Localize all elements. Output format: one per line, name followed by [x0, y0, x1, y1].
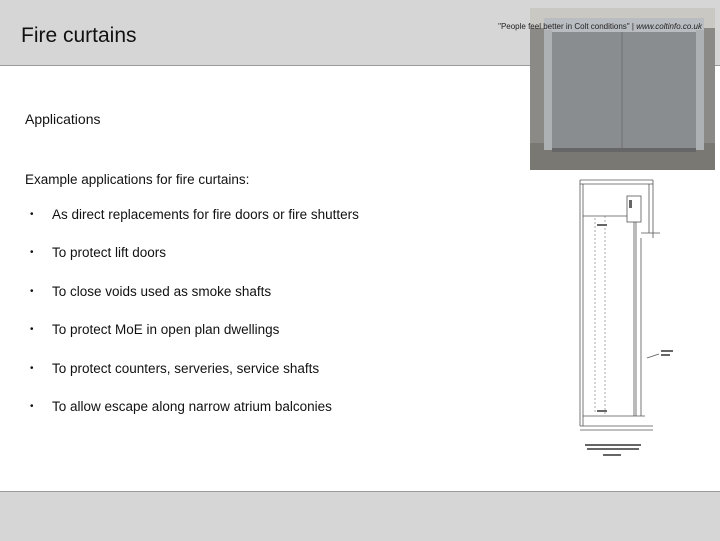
footer-text [498, 22, 702, 31]
list-item-text: To close voids used as smoke shafts [52, 283, 272, 299]
bullet-icon: • [30, 400, 34, 412]
bullet-icon: • [30, 362, 34, 374]
footer-separator: | [629, 22, 637, 31]
list-item-text: To protect counters, serveries, service shafts [52, 360, 320, 376]
footer-website-link[interactable]: www.coltinfo.co.uk [636, 22, 702, 31]
footer-bar [0, 491, 720, 541]
slide-title: Fire curtains [21, 24, 137, 47]
bullet-icon: • [30, 285, 34, 297]
bullet-icon: • [30, 247, 34, 259]
list-item-text: To protect lift doors [52, 245, 167, 261]
fire-curtain-photo [530, 8, 715, 170]
list-item-text: To protect MoE in open plan dwellings [52, 322, 280, 338]
list-item-text: To allow escape along narrow atrium balconies [52, 398, 332, 414]
footer-tagline: "People feel better in Colt conditions" [498, 22, 630, 31]
intro-text: Example applications for fire curtains: [25, 172, 250, 187]
list-item-text: As direct replacements for fire doors or fire shutters [52, 207, 359, 222]
bullet-icon: • [30, 209, 34, 220]
section-heading: Applications [25, 111, 101, 127]
bullet-icon: • [30, 324, 34, 336]
section-drawing [575, 178, 685, 480]
